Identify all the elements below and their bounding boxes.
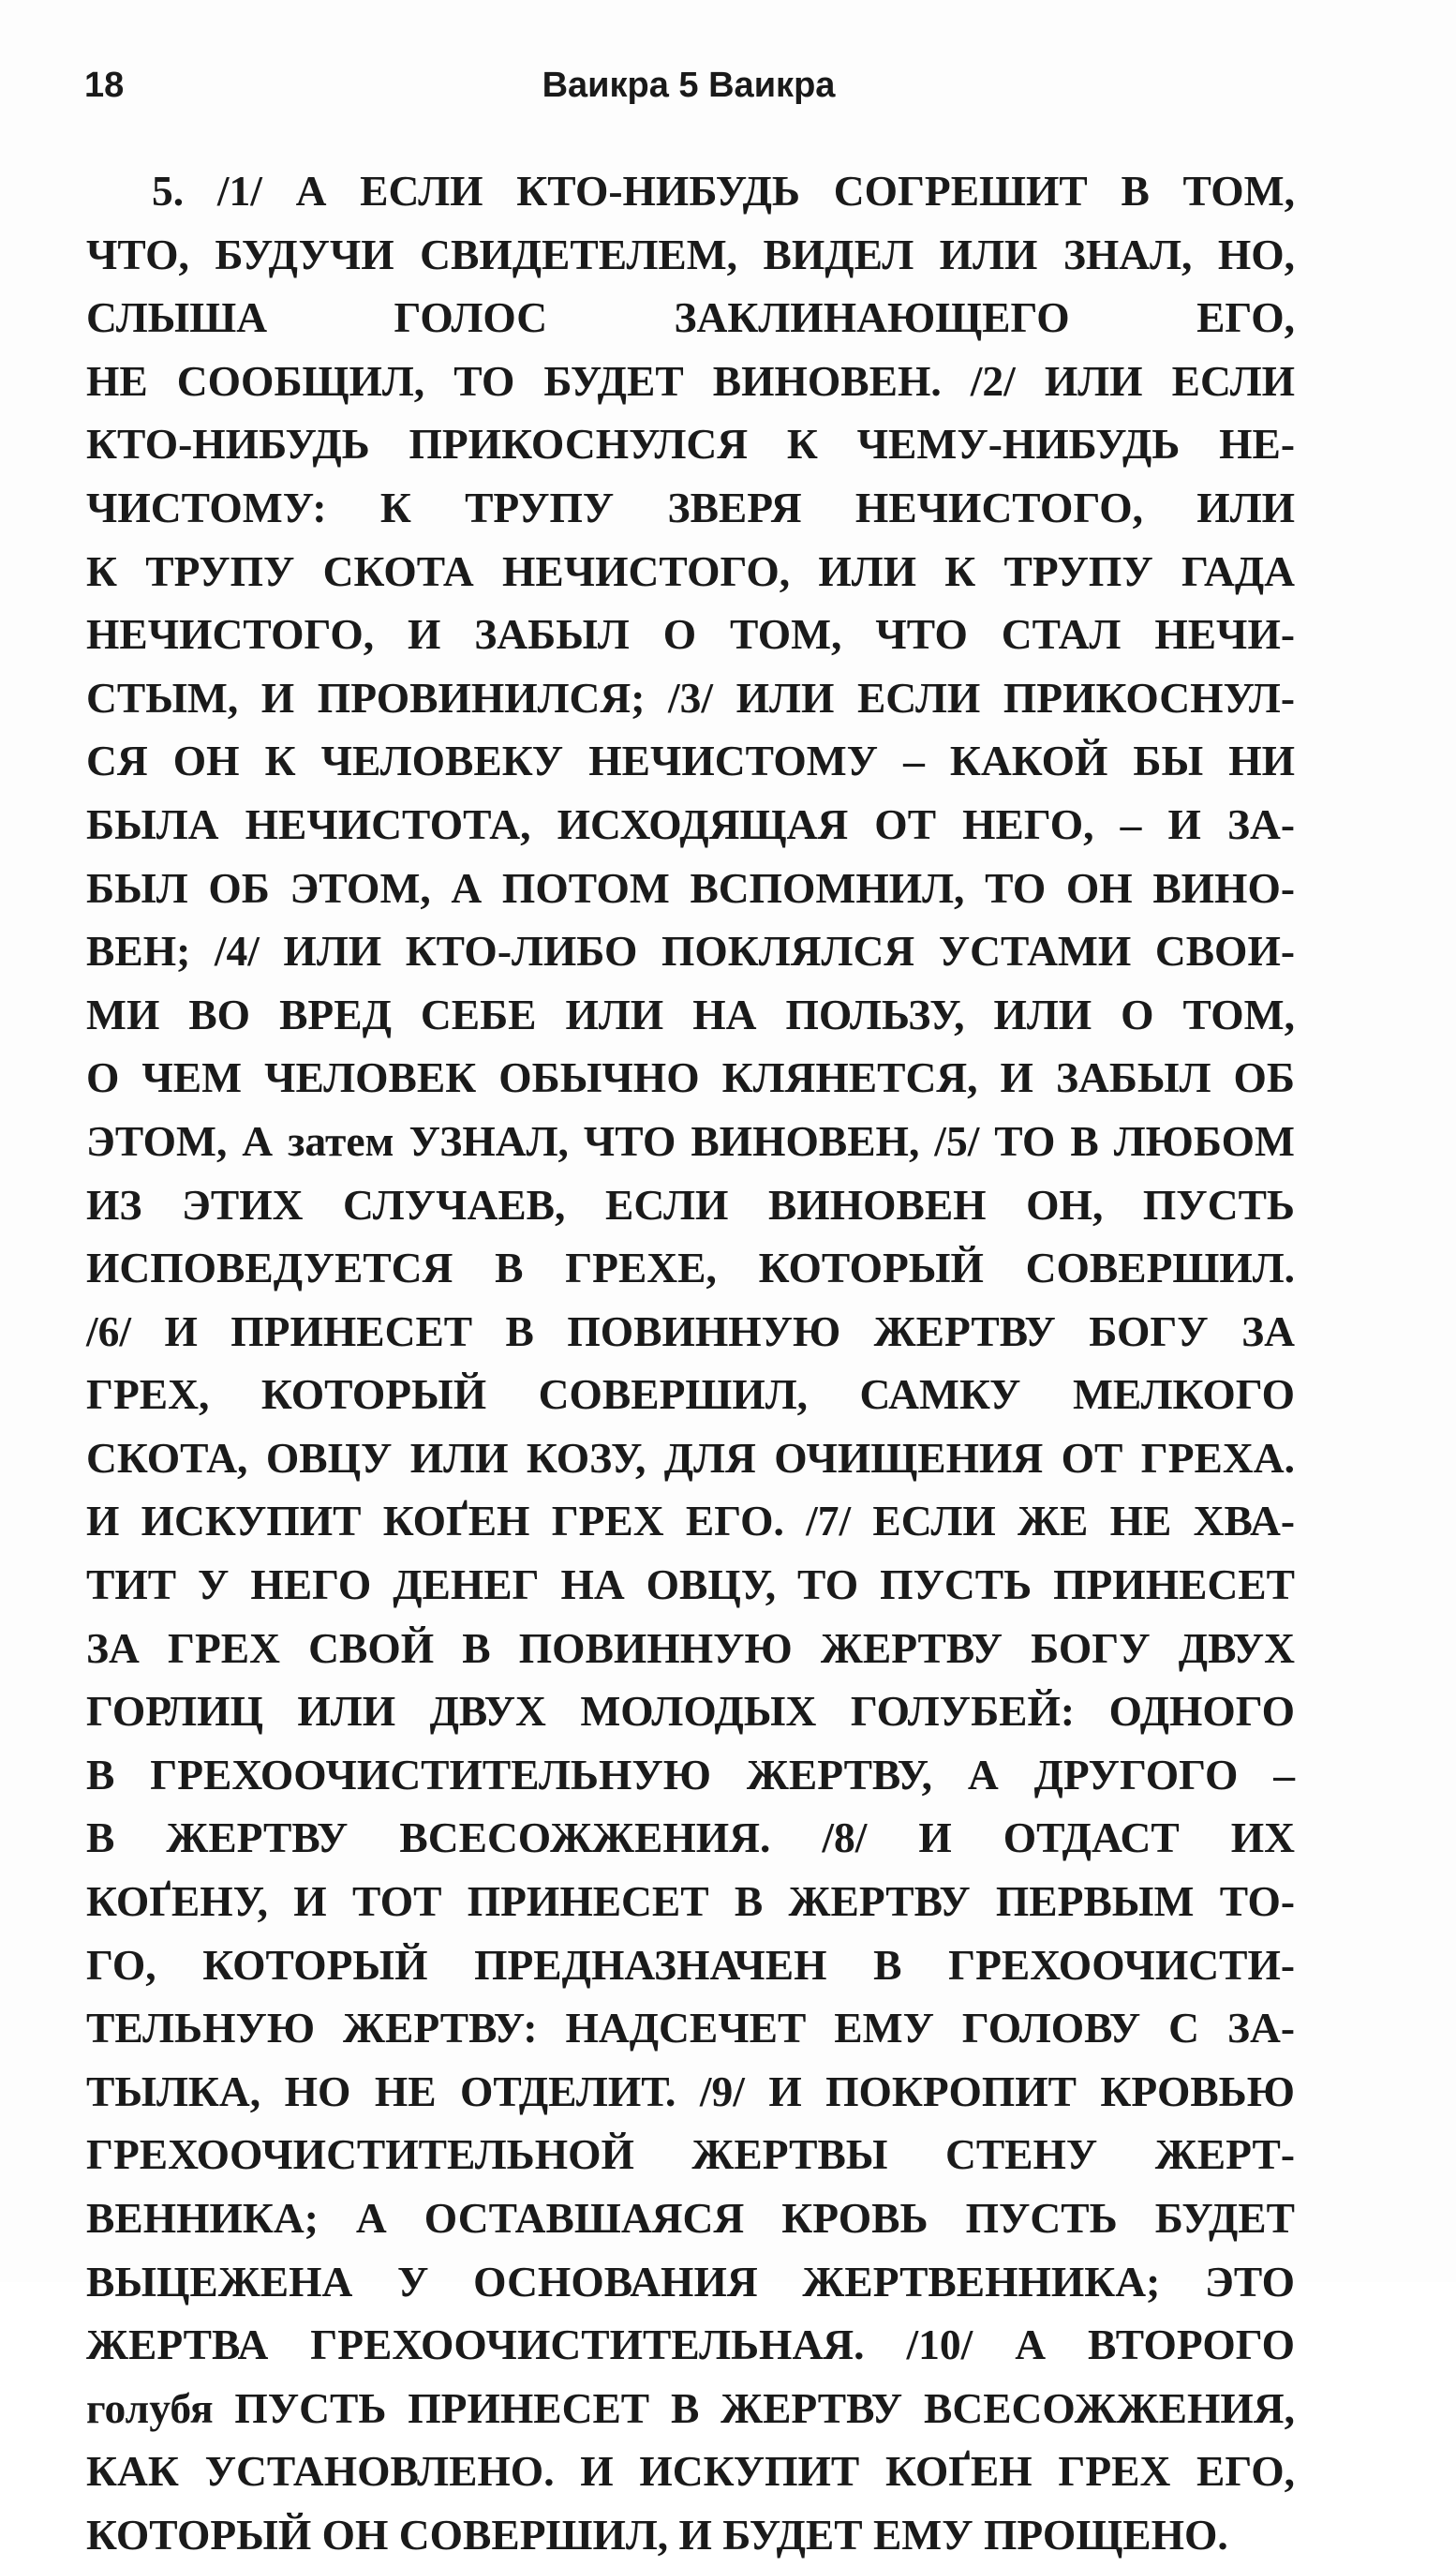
text-line: ГО, КОТОРЫЙ ПРЕДНАЗНАЧЕН В ГРЕХООЧИСТИ-	[86, 1940, 1295, 1989]
text-line: НЕЧИСТОГО, И ЗАБЫЛ О ТОМ, ЧТО СТАЛ НЕЧИ-	[86, 610, 1295, 659]
text-line: ЗА ГРЕХ СВОЙ В ПОВИННУЮ ЖЕРТВУ БОГУ ДВУХ	[86, 1623, 1295, 1672]
text-line: СТЫМ, И ПРОВИНИЛСЯ; /3/ ИЛИ ЕСЛИ ПРИКОСНУЛ-	[86, 673, 1295, 722]
text-line: ЭТОМ, А затем УЗНАЛ, ЧТО ВИНОВЕН, /5/ ТО В ЛЮБОМ	[86, 1116, 1295, 1165]
text-line: СЯ ОН К ЧЕЛОВЕКУ НЕЧИСТОМУ – КАКОЙ БЫ НИ	[86, 737, 1295, 785]
text-line: ЖЕРТВА ГРЕХООЧИСТИТЕЛЬНАЯ. /10/ А ВТОРОГО	[86, 2321, 1295, 2369]
text-line: ЧИСТОМУ: К ТРУПУ ЗВЕРЯ НЕЧИСТОГО, ИЛИ	[86, 483, 1295, 531]
page-number: 18	[84, 66, 125, 105]
text-line: ГРЕХ, КОТОРЫЙ СОВЕРШИЛ, САМКУ МЕЛКОГО	[86, 1370, 1295, 1419]
text-line: ВЕННИКА; А ОСТАВШАЯСЯ КРОВЬ ПУСТЬ БУДЕТ	[86, 2194, 1295, 2242]
text-line: КОТОРЫЙ ОН СОВЕРШИЛ, И БУДЕТ ЕМУ ПРОЩЕНО.	[86, 2510, 1228, 2559]
text-line: СЛЫША ГОЛОС ЗАКЛИНАЮЩЕГО ЕГО,	[86, 293, 1295, 342]
text-line: ЧТО, БУДУЧИ СВИДЕТЕЛЕМ, ВИДЕЛ ИЛИ ЗНАЛ, НО,	[86, 230, 1295, 278]
text-line: И ИСКУПИТ КОҐЕН ГРЕХ ЕГО. /7/ ЕСЛИ ЖЕ НЕ ХВА-	[86, 1497, 1295, 1545]
text-line: 5. /1/ А ЕСЛИ КТО-НИБУДЬ СОГРЕШИТ В ТОМ,	[152, 167, 1295, 215]
text-line: ГОРЛИЦ ИЛИ ДВУХ МОЛОДЫХ ГОЛУБЕЙ: ОДНОГО	[86, 1687, 1295, 1736]
text-line: ИЗ ЭТИХ СЛУЧАЕВ, ЕСЛИ ВИНОВЕН ОН, ПУСТЬ	[86, 1180, 1295, 1229]
text-line: /6/ И ПРИНЕСЕТ В ПОВИННУЮ ЖЕРТВУ БОГУ ЗА	[86, 1306, 1295, 1355]
text-line: ТИТ У НЕГО ДЕНЕГ НА ОВЦУ, ТО ПУСТЬ ПРИНЕСЕТ	[86, 1560, 1295, 1609]
text-line: ИСПОВЕДУЕТСЯ В ГРЕХЕ, КОТОРЫЙ СОВЕРШИЛ.	[86, 1244, 1295, 1292]
text-line: ГРЕХООЧИСТИТЕЛЬНОЙ ЖЕРТВЫ СТЕНУ ЖЕРТ-	[86, 2130, 1295, 2179]
text-line: КТО-НИБУДЬ ПРИКОСНУЛСЯ К ЧЕМУ-НИБУДЬ НЕ-	[86, 420, 1295, 469]
text-line: КАК УСТАНОВЛЕНО. И ИСКУПИТ КОҐЕН ГРЕХ ЕГО,	[86, 2447, 1295, 2496]
text-line: БЫЛА НЕЧИСТОТА, ИСХОДЯЩАЯ ОТ НЕГО, – И ЗА-	[86, 799, 1295, 848]
text-line: МИ ВО ВРЕД СЕБЕ ИЛИ НА ПОЛЬЗУ, ИЛИ О ТОМ,	[86, 990, 1295, 1038]
page-header	[84, 66, 1293, 122]
text-line: В ГРЕХООЧИСТИТЕЛЬНУЮ ЖЕРТВУ, А ДРУГОГО –	[86, 1750, 1295, 1798]
text-line: ВЫЦЕЖЕНА У ОСНОВАНИЯ ЖЕРТВЕННИКА; ЭТО	[86, 2257, 1295, 2306]
text-line: ТЫЛКА, НО НЕ ОТДЕЛИТ. /9/ И ПОКРОПИТ КРОВЬЮ	[86, 2067, 1295, 2115]
text-line: К ТРУПУ СКОТА НЕЧИСТОГО, ИЛИ К ТРУПУ ГАДА	[86, 546, 1295, 595]
running-title: Ваикра 5 Ваикра	[542, 66, 836, 105]
text-line: В ЖЕРТВУ ВСЕСОЖЖЕНИЯ. /8/ И ОТДАСТ ИХ	[86, 1813, 1295, 1862]
text-line: ВЕН; /4/ ИЛИ КТО-ЛИБО ПОКЛЯЛСЯ УСТАМИ СВОИ-	[86, 927, 1295, 976]
text-line: голубя ПУСТЬ ПРИНЕСЕТ В ЖЕРТВУ ВСЕСОЖЖЕНИЯ,	[86, 2383, 1295, 2432]
text-line: НЕ СООБЩИЛ, ТО БУДЕТ ВИНОВЕН. /2/ ИЛИ ЕСЛИ	[86, 356, 1295, 405]
text-line: БЫЛ ОБ ЭТОМ, А ПОТОМ ВСПОМНИЛ, ТО ОН ВИНО-	[86, 863, 1295, 912]
chapter-text	[86, 159, 1295, 2567]
text-line: КОҐЕНУ, И ТОТ ПРИНЕСЕТ В ЖЕРТВУ ПЕРВЫМ ТО-	[86, 1877, 1295, 1926]
text-line: СКОТА, ОВЦУ ИЛИ КОЗУ, ДЛЯ ОЧИЩЕНИЯ ОТ ГРЕХА.	[86, 1433, 1295, 1482]
text-line: ТЕЛЬНУЮ ЖЕРТВУ: НАДСЕЧЕТ ЕМУ ГОЛОВУ С ЗА-	[86, 2004, 1295, 2052]
text-line: О ЧЕМ ЧЕЛОВЕК ОБЫЧНО КЛЯНЕТСЯ, И ЗАБЫЛ ОБ	[86, 1053, 1295, 1102]
